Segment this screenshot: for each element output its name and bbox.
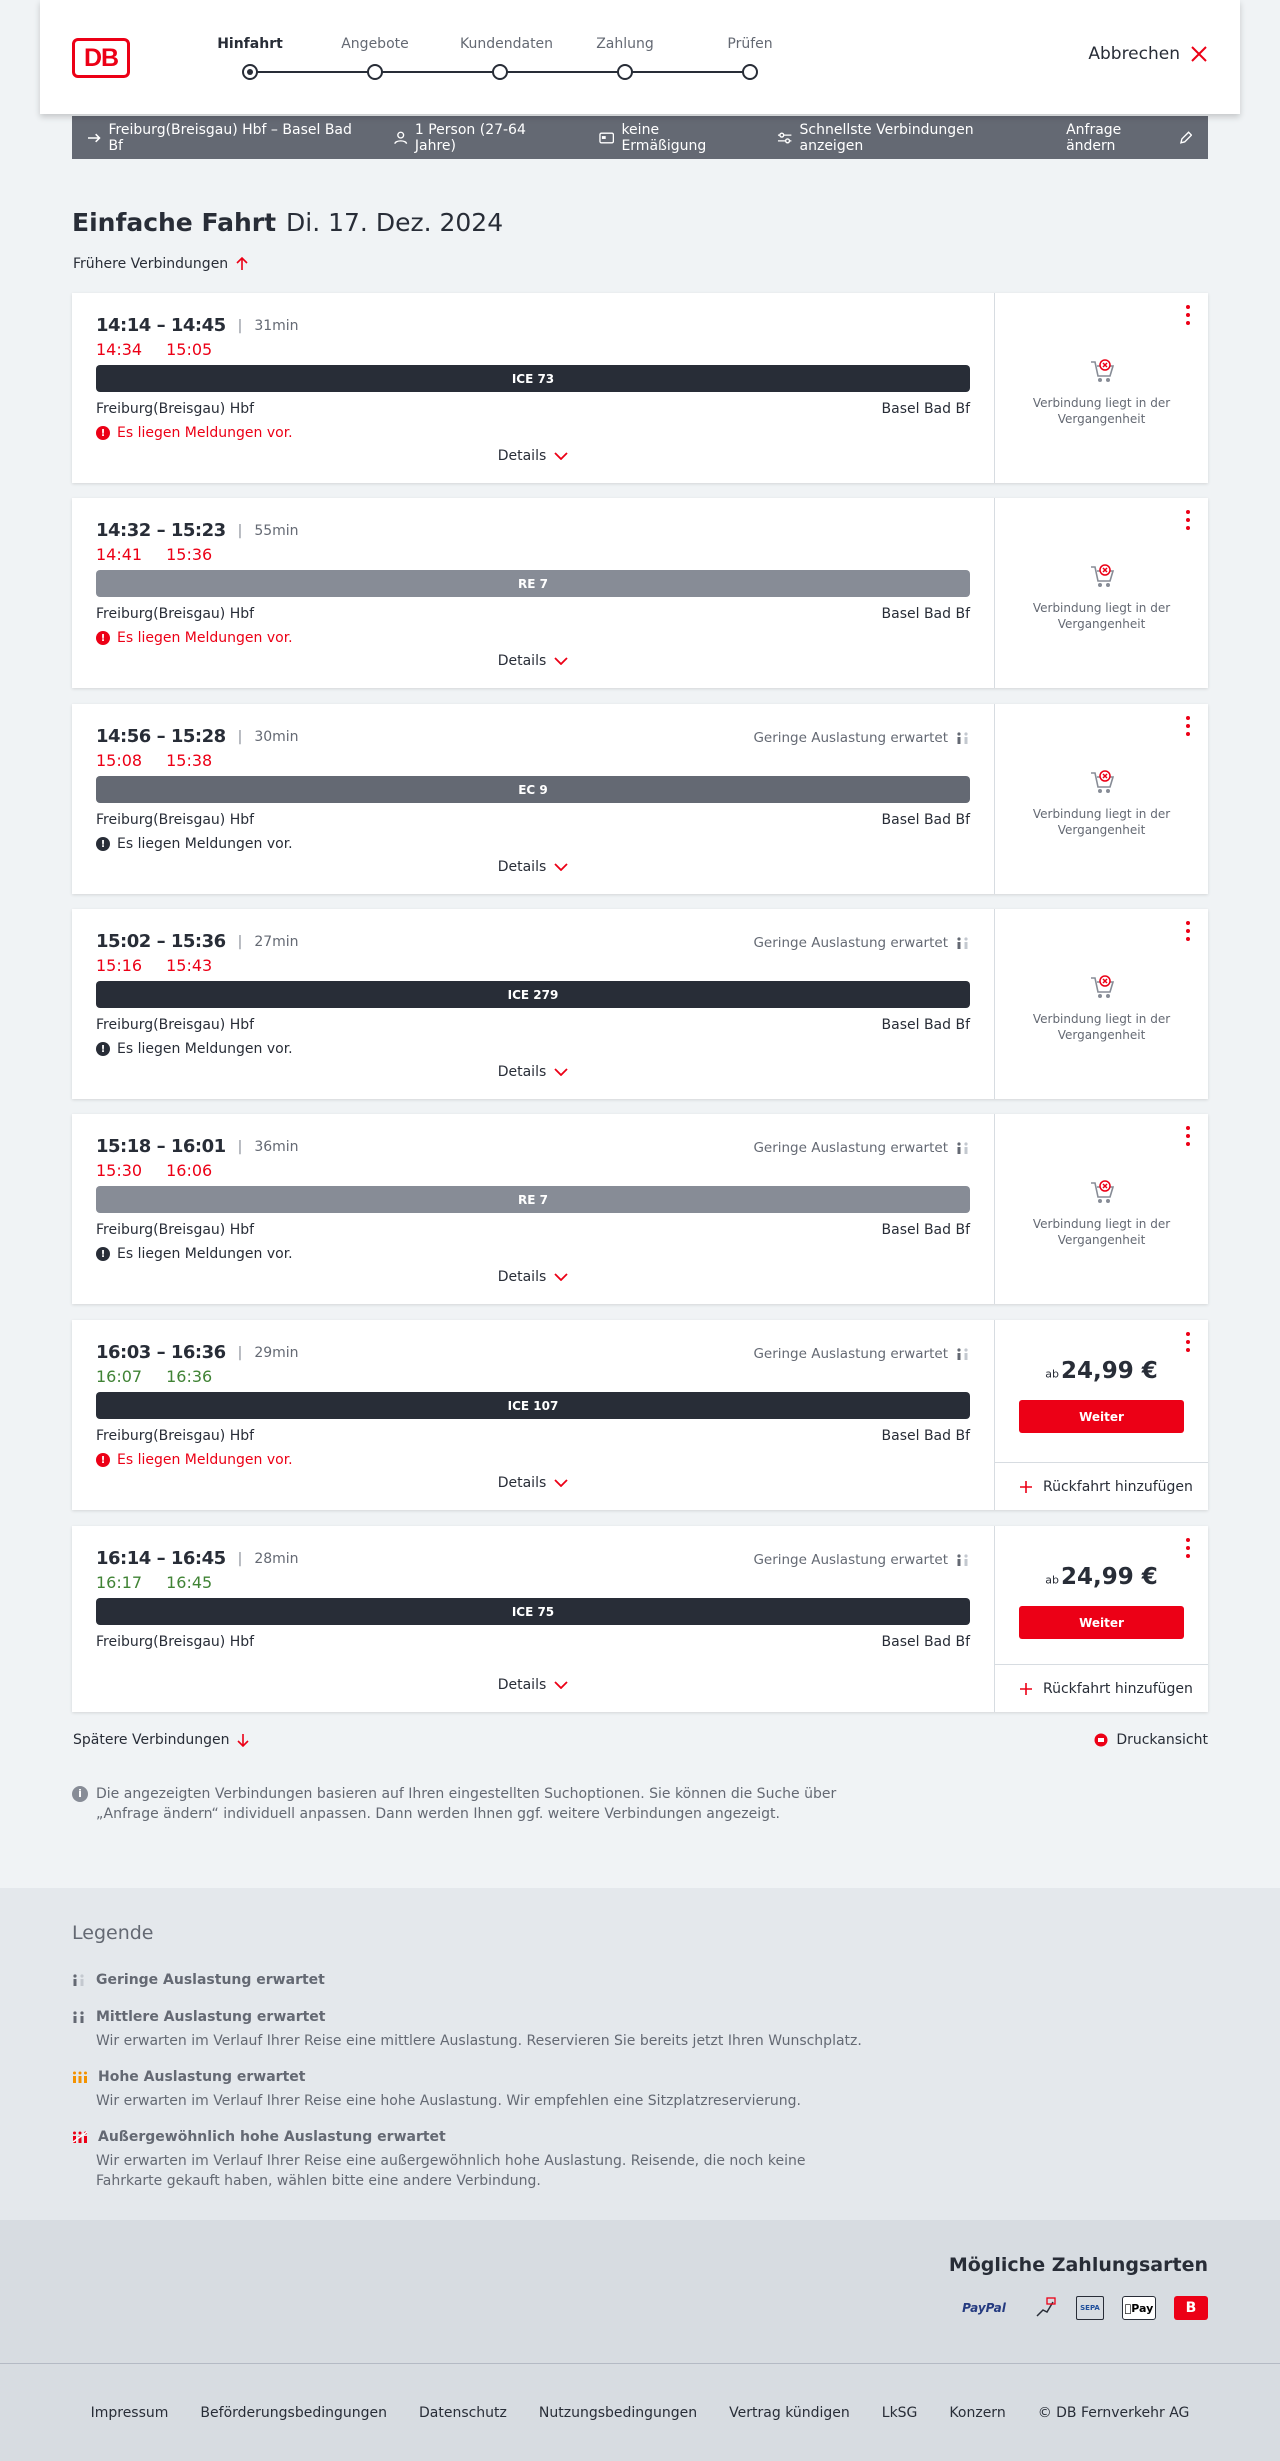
- header: [40, 0, 1240, 114]
- edit-request-button[interactable]: [1066, 122, 1192, 154]
- chevron-down-icon: [554, 452, 568, 460]
- train-bar[interactable]: ICE 75: [96, 1598, 970, 1625]
- step-label: Prüfen: [727, 36, 773, 52]
- more-options-icon[interactable]: [1182, 510, 1194, 530]
- payment-icons: [954, 2296, 1208, 2320]
- arrow-down-icon: [237, 1733, 249, 1747]
- step-label: Angebote: [341, 36, 409, 52]
- continue-button[interactable]: Weiter: [1019, 1400, 1184, 1433]
- footer-link-befoerderung[interactable]: Beförderungsbedingungen: [200, 2404, 387, 2421]
- notice-text: Es liegen Meldungen vor.: [117, 630, 293, 646]
- connection-card: [72, 498, 1208, 688]
- duration: 55min: [254, 522, 299, 539]
- train-bar[interactable]: ICE 107: [96, 1392, 970, 1419]
- train-bar[interactable]: RE 7: [96, 570, 970, 597]
- notice-message: [96, 630, 293, 646]
- printer-icon: [1094, 1733, 1108, 1747]
- sepa-icon: SEPA: [1076, 2296, 1104, 2320]
- step-angebote[interactable]: [335, 34, 415, 80]
- details-label: Details: [497, 1269, 547, 1285]
- legend-title: Legende: [72, 1922, 154, 1944]
- legend-label: Mittlere Auslastung erwartet: [96, 2009, 326, 2025]
- separator: |: [237, 522, 243, 539]
- more-options-icon[interactable]: [1182, 1538, 1194, 1558]
- cart-unavailable-icon: [1088, 562, 1116, 590]
- footer-link-kuendigen[interactable]: Vertrag kündigen: [729, 2404, 850, 2421]
- step-dot: [492, 64, 508, 80]
- legend-text: Wir erwarten im Verlauf Ihrer Reise eine hohe Auslastung. Wir empfehlen eine Sitzplatzreservierung.: [96, 2093, 801, 2109]
- low-load-icon: [956, 937, 970, 949]
- legend-item-medium: [72, 2009, 872, 2051]
- later-connections-link[interactable]: [73, 1732, 249, 1748]
- past-connection-notice: [995, 1178, 1208, 1248]
- offer-panel: [994, 909, 1208, 1099]
- footer-link-impressum[interactable]: Impressum: [90, 2404, 169, 2421]
- info-icon: i: [72, 1786, 88, 1802]
- details-label: Details: [497, 1677, 547, 1693]
- offer-panel: [994, 293, 1208, 483]
- load-text: Geringe Auslastung erwartet: [753, 1140, 948, 1156]
- more-options-icon[interactable]: [1182, 921, 1194, 941]
- scheduled-times: 14:56 – 15:28: [96, 726, 226, 747]
- edit-label: Anfrage ändern: [1066, 121, 1122, 154]
- legend-item-low: [72, 1972, 872, 1988]
- realtime-times: [96, 1161, 212, 1180]
- chevron-down-icon: [554, 1681, 568, 1689]
- low-load-icon: [72, 1974, 86, 1986]
- price: [995, 1358, 1208, 1384]
- card-icon: [599, 132, 614, 144]
- past-connection-notice: [995, 973, 1208, 1043]
- details-label: Details: [497, 448, 547, 464]
- load-text: Geringe Auslastung erwartet: [753, 935, 948, 951]
- step-hinfahrt[interactable]: [210, 34, 290, 80]
- realtime-arrival: 15:38: [166, 751, 213, 770]
- alert-icon: !: [96, 426, 110, 440]
- chevron-down-icon: [554, 1068, 568, 1076]
- scheduled-times: 14:14 – 14:45: [96, 315, 226, 336]
- details-toggle[interactable]: [72, 859, 994, 875]
- past-label: Verbindung liegt in der Vergangenheit: [1032, 1012, 1171, 1042]
- notice-message: [96, 1246, 293, 1262]
- separator: |: [237, 933, 243, 950]
- realtime-departure: 16:07: [96, 1367, 143, 1386]
- db-logo[interactable]: DB: [72, 38, 130, 78]
- realtime-times: [96, 1367, 212, 1386]
- continue-button[interactable]: Weiter: [1019, 1606, 1184, 1639]
- notice-text: Es liegen Meldungen vor.: [117, 1041, 293, 1057]
- duration: 29min: [254, 1344, 299, 1361]
- duration: 30min: [254, 728, 299, 745]
- price-prefix: ab: [1045, 1367, 1059, 1381]
- scheduled-times: 16:03 – 16:36: [96, 1342, 226, 1363]
- past-connection-notice: [995, 562, 1208, 632]
- price-value: 24,99 €: [1060, 1564, 1158, 1590]
- step-pruefen[interactable]: [710, 34, 790, 80]
- past-label: Verbindung liegt in der Vergangenheit: [1032, 601, 1171, 631]
- footer-link-konzern[interactable]: Konzern: [949, 2404, 1006, 2421]
- payment-title: Mögliche Zahlungsarten: [948, 2254, 1208, 2276]
- offer-panel: [994, 704, 1208, 894]
- notice-text: Es liegen Meldungen vor.: [117, 1246, 293, 1262]
- connection-main: [72, 1526, 994, 1712]
- past-label: Verbindung liegt in der Vergangenheit: [1032, 1217, 1171, 1247]
- notice-text: Es liegen Meldungen vor.: [117, 425, 293, 441]
- connection-card: [72, 1114, 1208, 1304]
- footer-copyright: © DB Fernverkehr AG: [1037, 2404, 1190, 2421]
- connection-card: [72, 1320, 1208, 1510]
- plus-icon: [1019, 1480, 1033, 1494]
- separator: |: [237, 317, 243, 334]
- later-label: Spätere Verbindungen: [73, 1732, 230, 1748]
- step-dot: [367, 64, 383, 80]
- cart-unavailable-icon: [1088, 973, 1116, 1001]
- origin-station: Freiburg(Breisgau) Hbf: [96, 606, 255, 622]
- hand-payment-icon: [1032, 2296, 1058, 2320]
- connection-times: [96, 1342, 299, 1363]
- realtime-departure: 14:41: [96, 545, 143, 564]
- legend-text: Wir erwarten im Verlauf Ihrer Reise eine mittlere Auslastung. Reservieren Sie bereits jetzt Ihren Wunschplatz.: [96, 2033, 862, 2049]
- past-connection-notice: [995, 768, 1208, 838]
- details-toggle[interactable]: [72, 1475, 994, 1491]
- price-prefix: ab: [1045, 1573, 1059, 1587]
- cart-unavailable-icon: [1088, 768, 1116, 796]
- load-indicator: [753, 1552, 970, 1568]
- notice-message: [96, 425, 293, 441]
- plus-icon: [1019, 1682, 1033, 1696]
- more-options-icon[interactable]: [1182, 716, 1194, 736]
- legend-label: Geringe Auslastung erwartet: [96, 1972, 325, 1988]
- notice-text: Es liegen Meldungen vor.: [117, 1452, 293, 1468]
- alert-icon: !: [96, 837, 110, 851]
- destination-station: Basel Bad Bf: [881, 401, 970, 417]
- realtime-arrival: 15:05: [166, 340, 213, 359]
- past-label: Verbindung liegt in der Vergangenheit: [1032, 807, 1171, 837]
- realtime-times: [96, 545, 212, 564]
- offer-panel: [994, 1526, 1208, 1712]
- offer-panel: [994, 498, 1208, 688]
- origin-station: Freiburg(Breisgau) Hbf: [96, 1634, 255, 1650]
- notice-message: [96, 836, 293, 852]
- destination-station: Basel Bad Bf: [881, 1428, 970, 1444]
- origin-station: Freiburg(Breisgau) Hbf: [96, 1017, 255, 1033]
- route-text: Freiburg(Breisgau) Hbf – Basel Bad Bf: [108, 121, 352, 154]
- connection-main: [72, 704, 994, 894]
- step-dot: [617, 64, 633, 80]
- details-toggle[interactable]: [72, 1064, 994, 1080]
- add-return-button[interactable]: [995, 1462, 1208, 1510]
- trip-date: Di. 17. Dez. 2024: [286, 208, 504, 237]
- earlier-label: Frühere Verbindungen: [73, 256, 229, 272]
- trip-type: Einfache Fahrt: [72, 208, 277, 237]
- footer-link-lksg[interactable]: LkSG: [881, 2404, 918, 2421]
- details-label: Details: [497, 1475, 547, 1491]
- scheduled-times: 14:32 – 15:23: [96, 520, 226, 541]
- destination-station: Basel Bad Bf: [881, 1017, 970, 1033]
- realtime-arrival: 16:36: [166, 1367, 213, 1386]
- separator: |: [237, 1344, 243, 1361]
- print-label: Druckansicht: [1116, 1732, 1208, 1748]
- connection-main: [72, 498, 994, 688]
- return-label: Rückfahrt hinzufügen: [1043, 1478, 1193, 1495]
- legend-section: [0, 1888, 1280, 2220]
- step-zahlung[interactable]: [585, 34, 665, 80]
- connection-card: [72, 909, 1208, 1099]
- summary-option: [777, 122, 1032, 154]
- duration: 27min: [254, 933, 299, 950]
- realtime-times: [96, 340, 212, 359]
- info-note: [72, 1784, 852, 1824]
- connection-times: [96, 520, 299, 541]
- scheduled-times: 15:02 – 15:36: [96, 931, 226, 952]
- destination-station: Basel Bad Bf: [881, 812, 970, 828]
- details-label: Details: [497, 859, 547, 875]
- details-label: Details: [497, 1064, 547, 1080]
- train-bar[interactable]: EC 9: [96, 776, 970, 803]
- pencil-icon: [1179, 131, 1192, 145]
- person-icon: [394, 131, 407, 145]
- search-summary-bar: [72, 116, 1208, 159]
- option-text: Schnellste Verbindungen anzeigen: [799, 121, 974, 154]
- chevron-down-icon: [554, 1479, 568, 1487]
- footer: [0, 2363, 1280, 2461]
- origin-station: Freiburg(Breisgau) Hbf: [96, 1428, 255, 1444]
- cancel-label: Abbrechen: [1088, 44, 1180, 64]
- chevron-down-icon: [554, 657, 568, 665]
- booking-stepper: [210, 34, 773, 84]
- footer-link-datenschutz[interactable]: Datenschutz: [418, 2404, 507, 2421]
- more-options-icon[interactable]: [1182, 305, 1194, 325]
- offer-panel: [994, 1114, 1208, 1304]
- page-title: [72, 208, 503, 237]
- more-options-icon[interactable]: [1182, 1126, 1194, 1146]
- low-load-icon: [956, 732, 970, 744]
- realtime-arrival: 15:36: [166, 545, 213, 564]
- notice-message: [96, 1041, 293, 1057]
- connection-main: [72, 1320, 994, 1510]
- arrow-up-icon: [236, 257, 248, 271]
- details-label: Details: [497, 653, 547, 669]
- high-load-icon: [72, 2071, 88, 2083]
- summary-discount: [599, 122, 743, 154]
- scheduled-times: 15:18 – 16:01: [96, 1136, 226, 1157]
- chevron-down-icon: [554, 863, 568, 871]
- origin-station: Freiburg(Breisgau) Hbf: [96, 401, 255, 417]
- offer-panel: [994, 1320, 1208, 1510]
- step-kundendaten[interactable]: [460, 34, 554, 80]
- medium-load-icon: [72, 2011, 86, 2023]
- connection-main: [72, 293, 994, 483]
- train-bar[interactable]: RE 7: [96, 1186, 970, 1213]
- train-bar[interactable]: ICE 73: [96, 365, 970, 392]
- realtime-arrival: 16:45: [166, 1573, 213, 1592]
- separator: |: [237, 728, 243, 745]
- connection-times: [96, 726, 299, 747]
- connection-main: [72, 909, 994, 1099]
- close-icon: [1190, 45, 1208, 63]
- more-options-icon[interactable]: [1182, 1332, 1194, 1352]
- separator: |: [237, 1138, 243, 1155]
- load-indicator: [753, 730, 970, 746]
- duration: 28min: [254, 1550, 299, 1567]
- load-indicator: [753, 1140, 970, 1156]
- arrow-right-icon: [88, 133, 101, 143]
- db-card-icon: B: [1174, 2296, 1208, 2320]
- connection-times: [96, 1136, 299, 1157]
- step-dot: [242, 64, 258, 80]
- alert-icon: !: [96, 1042, 110, 1056]
- legend-item-exceptional: [72, 2129, 872, 2191]
- earlier-connections-link[interactable]: [73, 256, 248, 272]
- details-toggle[interactable]: [72, 448, 994, 464]
- duration: 36min: [254, 1138, 299, 1155]
- paypal-icon: PayPal: [962, 2301, 1006, 2315]
- legend-text: Wir erwarten im Verlauf Ihrer Reise eine außergewöhnlich hohe Auslastung. Reisende, die noch keine Fahrkarte gekauft haben, wählen bitte eine andere Verbindung.: [96, 2153, 806, 2189]
- realtime-times: [96, 1573, 212, 1592]
- filter-icon: [777, 132, 792, 144]
- destination-station: Basel Bad Bf: [881, 1634, 970, 1650]
- apple-pay-label: Pay: [1127, 2301, 1151, 2315]
- step-label: Hinfahrt: [217, 36, 283, 52]
- alert-icon: !: [96, 1453, 110, 1467]
- cart-unavailable-icon: [1088, 357, 1116, 385]
- origin-station: Freiburg(Breisgau) Hbf: [96, 1222, 255, 1238]
- cancel-button[interactable]: [1088, 44, 1208, 64]
- connection-times: [96, 315, 299, 336]
- summary-route: [88, 122, 360, 154]
- connection-main: [72, 1114, 994, 1304]
- low-load-icon: [956, 1348, 970, 1360]
- legend-item-high: [72, 2069, 872, 2111]
- connection-card: [72, 704, 1208, 894]
- train-bar[interactable]: ICE 279: [96, 981, 970, 1008]
- step-dot: [742, 64, 758, 80]
- discount-text: keine Ermäßigung: [621, 121, 707, 154]
- low-load-icon: [956, 1142, 970, 1154]
- load-indicator: [753, 935, 970, 951]
- exceptional-load-icon: [72, 2131, 88, 2143]
- details-toggle[interactable]: [72, 653, 994, 669]
- load-text: Geringe Auslastung erwartet: [753, 1346, 948, 1362]
- realtime-arrival: 16:06: [166, 1161, 213, 1180]
- realtime-departure: 15:08: [96, 751, 143, 770]
- add-return-button[interactable]: [995, 1664, 1208, 1712]
- past-connection-notice: [995, 357, 1208, 427]
- step-label: Zahlung: [596, 36, 654, 52]
- details-toggle[interactable]: [72, 1677, 994, 1693]
- info-text: Die angezeigten Verbindungen basieren auf Ihren eingestellten Suchoptionen. Sie können die Suche über „Anfrage ändern“ individuell anpassen. Dann werden Ihnen ggf. weitere Verbindungen angezeigt.: [96, 1786, 837, 1822]
- legend-label: Hohe Auslastung erwartet: [98, 2069, 306, 2085]
- alert-icon: !: [96, 1247, 110, 1261]
- chevron-down-icon: [554, 1273, 568, 1281]
- legend-label: Außergewöhnlich hohe Auslastung erwartet: [98, 2129, 446, 2145]
- connection-times: [96, 1548, 299, 1569]
- realtime-departure: 14:34: [96, 340, 143, 359]
- apple-pay-icon: [1122, 2296, 1156, 2320]
- realtime-arrival: 15:43: [166, 956, 213, 975]
- load-text: Geringe Auslastung erwartet: [753, 1552, 948, 1568]
- realtime-departure: 16:17: [96, 1573, 143, 1592]
- cart-unavailable-icon: [1088, 1178, 1116, 1206]
- price: [995, 1564, 1208, 1590]
- notice-text: Es liegen Meldungen vor.: [117, 836, 293, 852]
- realtime-times: [96, 956, 212, 975]
- load-text: Geringe Auslastung erwartet: [753, 730, 948, 746]
- separator: |: [237, 1550, 243, 1567]
- footer-link-nutzung[interactable]: Nutzungsbedingungen: [538, 2404, 698, 2421]
- print-view-link[interactable]: [1094, 1732, 1208, 1748]
- realtime-departure: 15:16: [96, 956, 143, 975]
- passengers-text: 1 Person (27-64 Jahre): [414, 121, 526, 154]
- origin-station: Freiburg(Breisgau) Hbf: [96, 812, 255, 828]
- load-indicator: [753, 1346, 970, 1362]
- connection-card: [72, 1526, 1208, 1712]
- duration: 31min: [254, 317, 299, 334]
- destination-station: Basel Bad Bf: [881, 1222, 970, 1238]
- apple-logo-icon: [1125, 2302, 1132, 2315]
- scheduled-times: 16:14 – 16:45: [96, 1548, 226, 1569]
- low-load-icon: [956, 1554, 970, 1566]
- payment-section: [0, 2220, 1280, 2363]
- alert-icon: !: [96, 631, 110, 645]
- notice-message: [96, 1452, 293, 1468]
- connection-card: [72, 293, 1208, 483]
- details-toggle[interactable]: [72, 1269, 994, 1285]
- return-label: Rückfahrt hinzufügen: [1043, 1680, 1193, 1697]
- past-label: Verbindung liegt in der Vergangenheit: [1032, 396, 1171, 426]
- connection-times: [96, 931, 299, 952]
- summary-passengers: [394, 122, 565, 154]
- price-value: 24,99 €: [1060, 1358, 1158, 1384]
- realtime-departure: 15:30: [96, 1161, 143, 1180]
- realtime-times: [96, 751, 212, 770]
- step-label: Kundendaten: [460, 36, 554, 52]
- destination-station: Basel Bad Bf: [881, 606, 970, 622]
